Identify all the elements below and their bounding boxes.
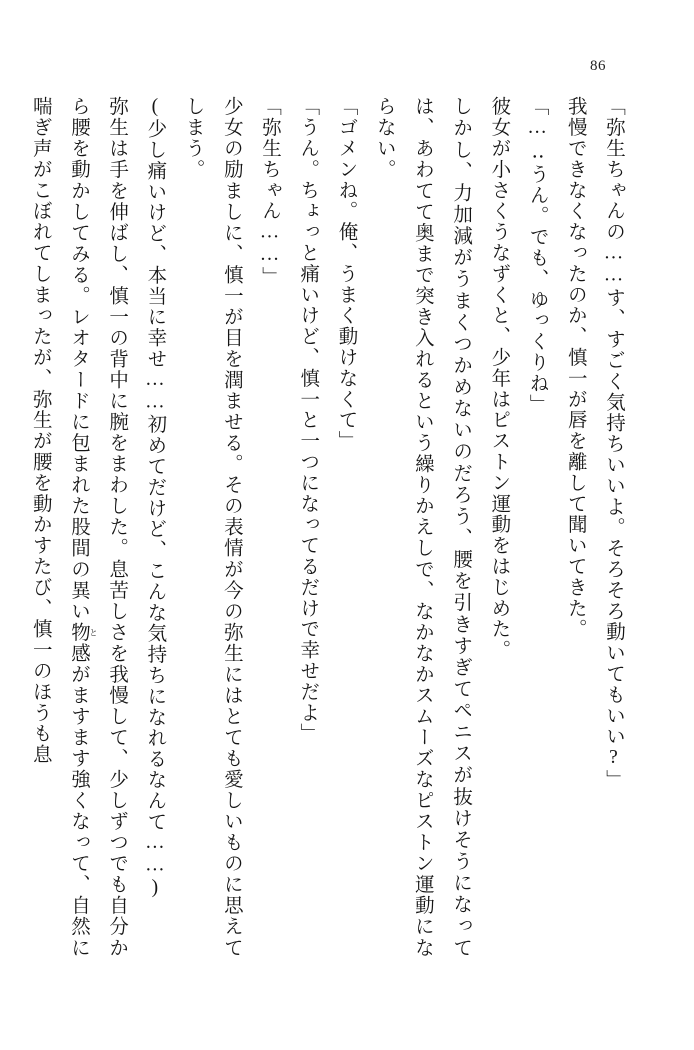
paragraph: 我慢できなくなったのか、慎一が唇を離して聞いてきた。 xyxy=(564,96,586,640)
paragraph: 「うん。ちょっと痛いけど、慎一と一つになってるだけで幸せだよ」 xyxy=(297,96,319,744)
ruby-annotation: 物 と xyxy=(67,621,99,643)
paragraph: 少女の励ましに、慎一が目を潤ませる。その表情が今の弥生にはとても愛しいものに思えてしまう。 xyxy=(182,96,242,958)
paragraph: 「弥生ちゃんの……す、すごく気持ちいいよ。そろそろ動いてもいい?」 xyxy=(603,96,624,791)
page-number: 86 xyxy=(590,58,606,74)
paragraph: 弥生は手を伸ばし、慎一の背中に腕をまわした。息苦しさを我慢して、少しずつでも自分から腰を動かしてみる。レオタードに包まれた股間の異い物 と感がますます強くなって、自然に喘ぎ声がこぼれてしまったが、弥生が腰を動かすたび、慎一のほうも息 xyxy=(29,96,128,959)
paragraph: 「弥生ちゃん……」 xyxy=(259,96,281,288)
paragraph: 「ゴメンね。俺、うまく動けなくて」 xyxy=(335,96,357,452)
paragraph: (少し痛いけど、本当に幸せ……初めてだけど、こんな気持ちになれるなんて……) xyxy=(144,96,166,900)
vertical-text-body xyxy=(29,96,632,959)
paragraph: 「…‥うん。でも、ゆっくりね」 xyxy=(526,96,548,415)
paragraph: 彼女が小さくうなずくと、少年はピストン運動をはじめた。 xyxy=(488,96,510,661)
paragraph: しかし、力加減がうまくつかめないのだろう、腰を引きすぎてペニスが抜けそうになっては、あわてて奥まで突き入れるという繰りかえしで、なかなかスムーズなピストン運動にならない。 xyxy=(373,96,472,958)
